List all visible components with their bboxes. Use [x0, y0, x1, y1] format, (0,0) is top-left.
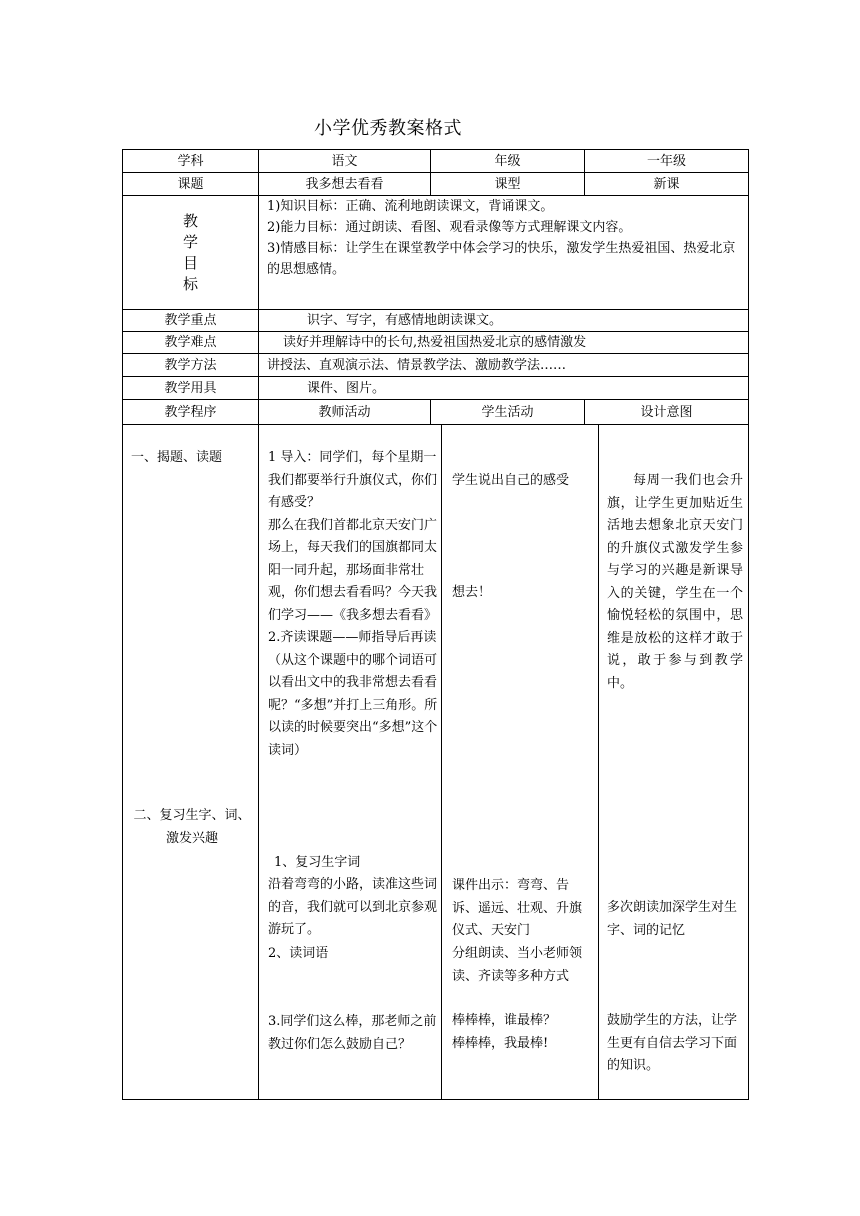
- student-activity-2a: 课件出示：弯弯、告诉、遥远、壮观、升旗仪式、天安门: [452, 878, 583, 938]
- difficulty-value: 读好并理解诗中的长句,热爱祖国热爱北京的感情激发: [259, 332, 749, 354]
- method-value: 讲授法、直观演示法、情景教学法、激励教学法……: [259, 354, 749, 377]
- lesson-row: [123, 173, 749, 196]
- teacher-activity-2c: 2、读词语: [268, 946, 329, 961]
- type-value: 新课: [585, 173, 749, 196]
- teacher-activity-2d: 3.同学们这么棒，那老师之前教过你们怎么鼓励自己？: [268, 1014, 437, 1052]
- header-teacher: 教师活动: [259, 400, 431, 425]
- step-2: 二、复习生字、词、激发兴趣: [133, 808, 251, 846]
- tools-label: 教学用具: [123, 377, 259, 400]
- focus-value: 识字、写字，有感情地朗读课文。: [259, 310, 749, 332]
- page-title: 小学优秀教案格式: [314, 118, 462, 139]
- method-row: [123, 354, 749, 377]
- difficulty-label: 教学难点: [123, 332, 259, 354]
- grade-value: 一年级: [585, 150, 749, 173]
- header-student: 学生活动: [431, 400, 585, 425]
- teacher-activity-1: 1 导入：同学们，每个星期一我们都要举行升旗仪式，你们有感受？ 那么在我们首都北京天安门广场上，每天我们的国旗都同太阳一同升起，那场面非常壮观，你们想去看看吗？今天我们学习——《我多想去看看》 2.齐读课题——师指导后再读（从这个课题中的哪个词语可以看出文中的我非常想去看看呢？“多想”并打上三角形。所以读的时候要突出“多想”这个读词）: [268, 450, 438, 758]
- procedure-header-row: [123, 400, 749, 425]
- header-step: 教学程序: [123, 400, 259, 425]
- teacher-activity-2a: 1、复习生字词: [274, 855, 361, 870]
- design-intent-2b: 鼓励学生的方法，让学生更有自信去学习下面的知识。: [607, 1013, 738, 1073]
- tools-value: 课件、图片。: [259, 377, 749, 400]
- goal-emotion: 3)情感目标：让学生在课堂教学中体会学习的快乐，激发学生热爱祖国、热爱北京的思想感情。: [267, 241, 736, 277]
- student-activity-2d: 棒棒棒，我最棒!: [452, 1036, 549, 1051]
- lesson-plan-table: [122, 149, 749, 1100]
- design-intent-2a: 多次朗读加深学生对生字、词的记忆: [607, 900, 738, 938]
- student-activity-1b: 想去！: [452, 585, 492, 600]
- teacher-activity-2b: 沿着弯弯的小路，读准这些词的音，我们就可以到北京参观游玩了。: [268, 877, 438, 937]
- subject-label: 学科: [123, 150, 259, 173]
- method-label: 教学方法: [123, 354, 259, 377]
- grade-label: 年级: [431, 150, 585, 173]
- goals-row: [123, 196, 749, 310]
- goals-label: 教 学 目 标: [123, 196, 259, 310]
- procedure-body: [123, 425, 748, 1099]
- focus-row: [123, 310, 749, 332]
- design-intent-1: 每周一我们也会升旗，让学生更加贴近生活地去想象北京天安门的升旗仪式激发学生参与学习的兴趣是新课导入的关键，学生在一个愉悦轻松的氛围中，思维是放松的这样才敢于说，敢于参与到教学中。: [607, 473, 743, 691]
- header-intent: 设计意图: [585, 400, 749, 425]
- tools-row: [123, 377, 749, 400]
- goal-knowledge: 1)知识目标：正确、流利地朗读课文，背诵课文。: [267, 199, 554, 214]
- student-activity-1a: 学生说出自己的感受: [452, 473, 570, 488]
- subject-value: 语文: [259, 150, 431, 173]
- student-activity-2c: 棒棒棒，谁最棒？: [452, 1013, 557, 1028]
- goals-content: [259, 196, 749, 310]
- type-label: 课型: [431, 173, 585, 196]
- goal-ability: 2)能力目标：通过朗读、看图、观看录像等方式理解课文内容。: [267, 220, 632, 235]
- focus-label: 教学重点: [123, 310, 259, 332]
- difficulty-row: [123, 332, 749, 354]
- student-activity-2b: 分组朗读、当小老师领读、齐读等多种方式: [452, 946, 583, 984]
- lesson-value: 我多想去看看: [259, 173, 431, 196]
- lesson-label: 课题: [123, 173, 259, 196]
- step-1: 一、揭题、读题: [131, 450, 223, 465]
- subject-row: [123, 150, 749, 173]
- procedure-body-row: [123, 425, 749, 1100]
